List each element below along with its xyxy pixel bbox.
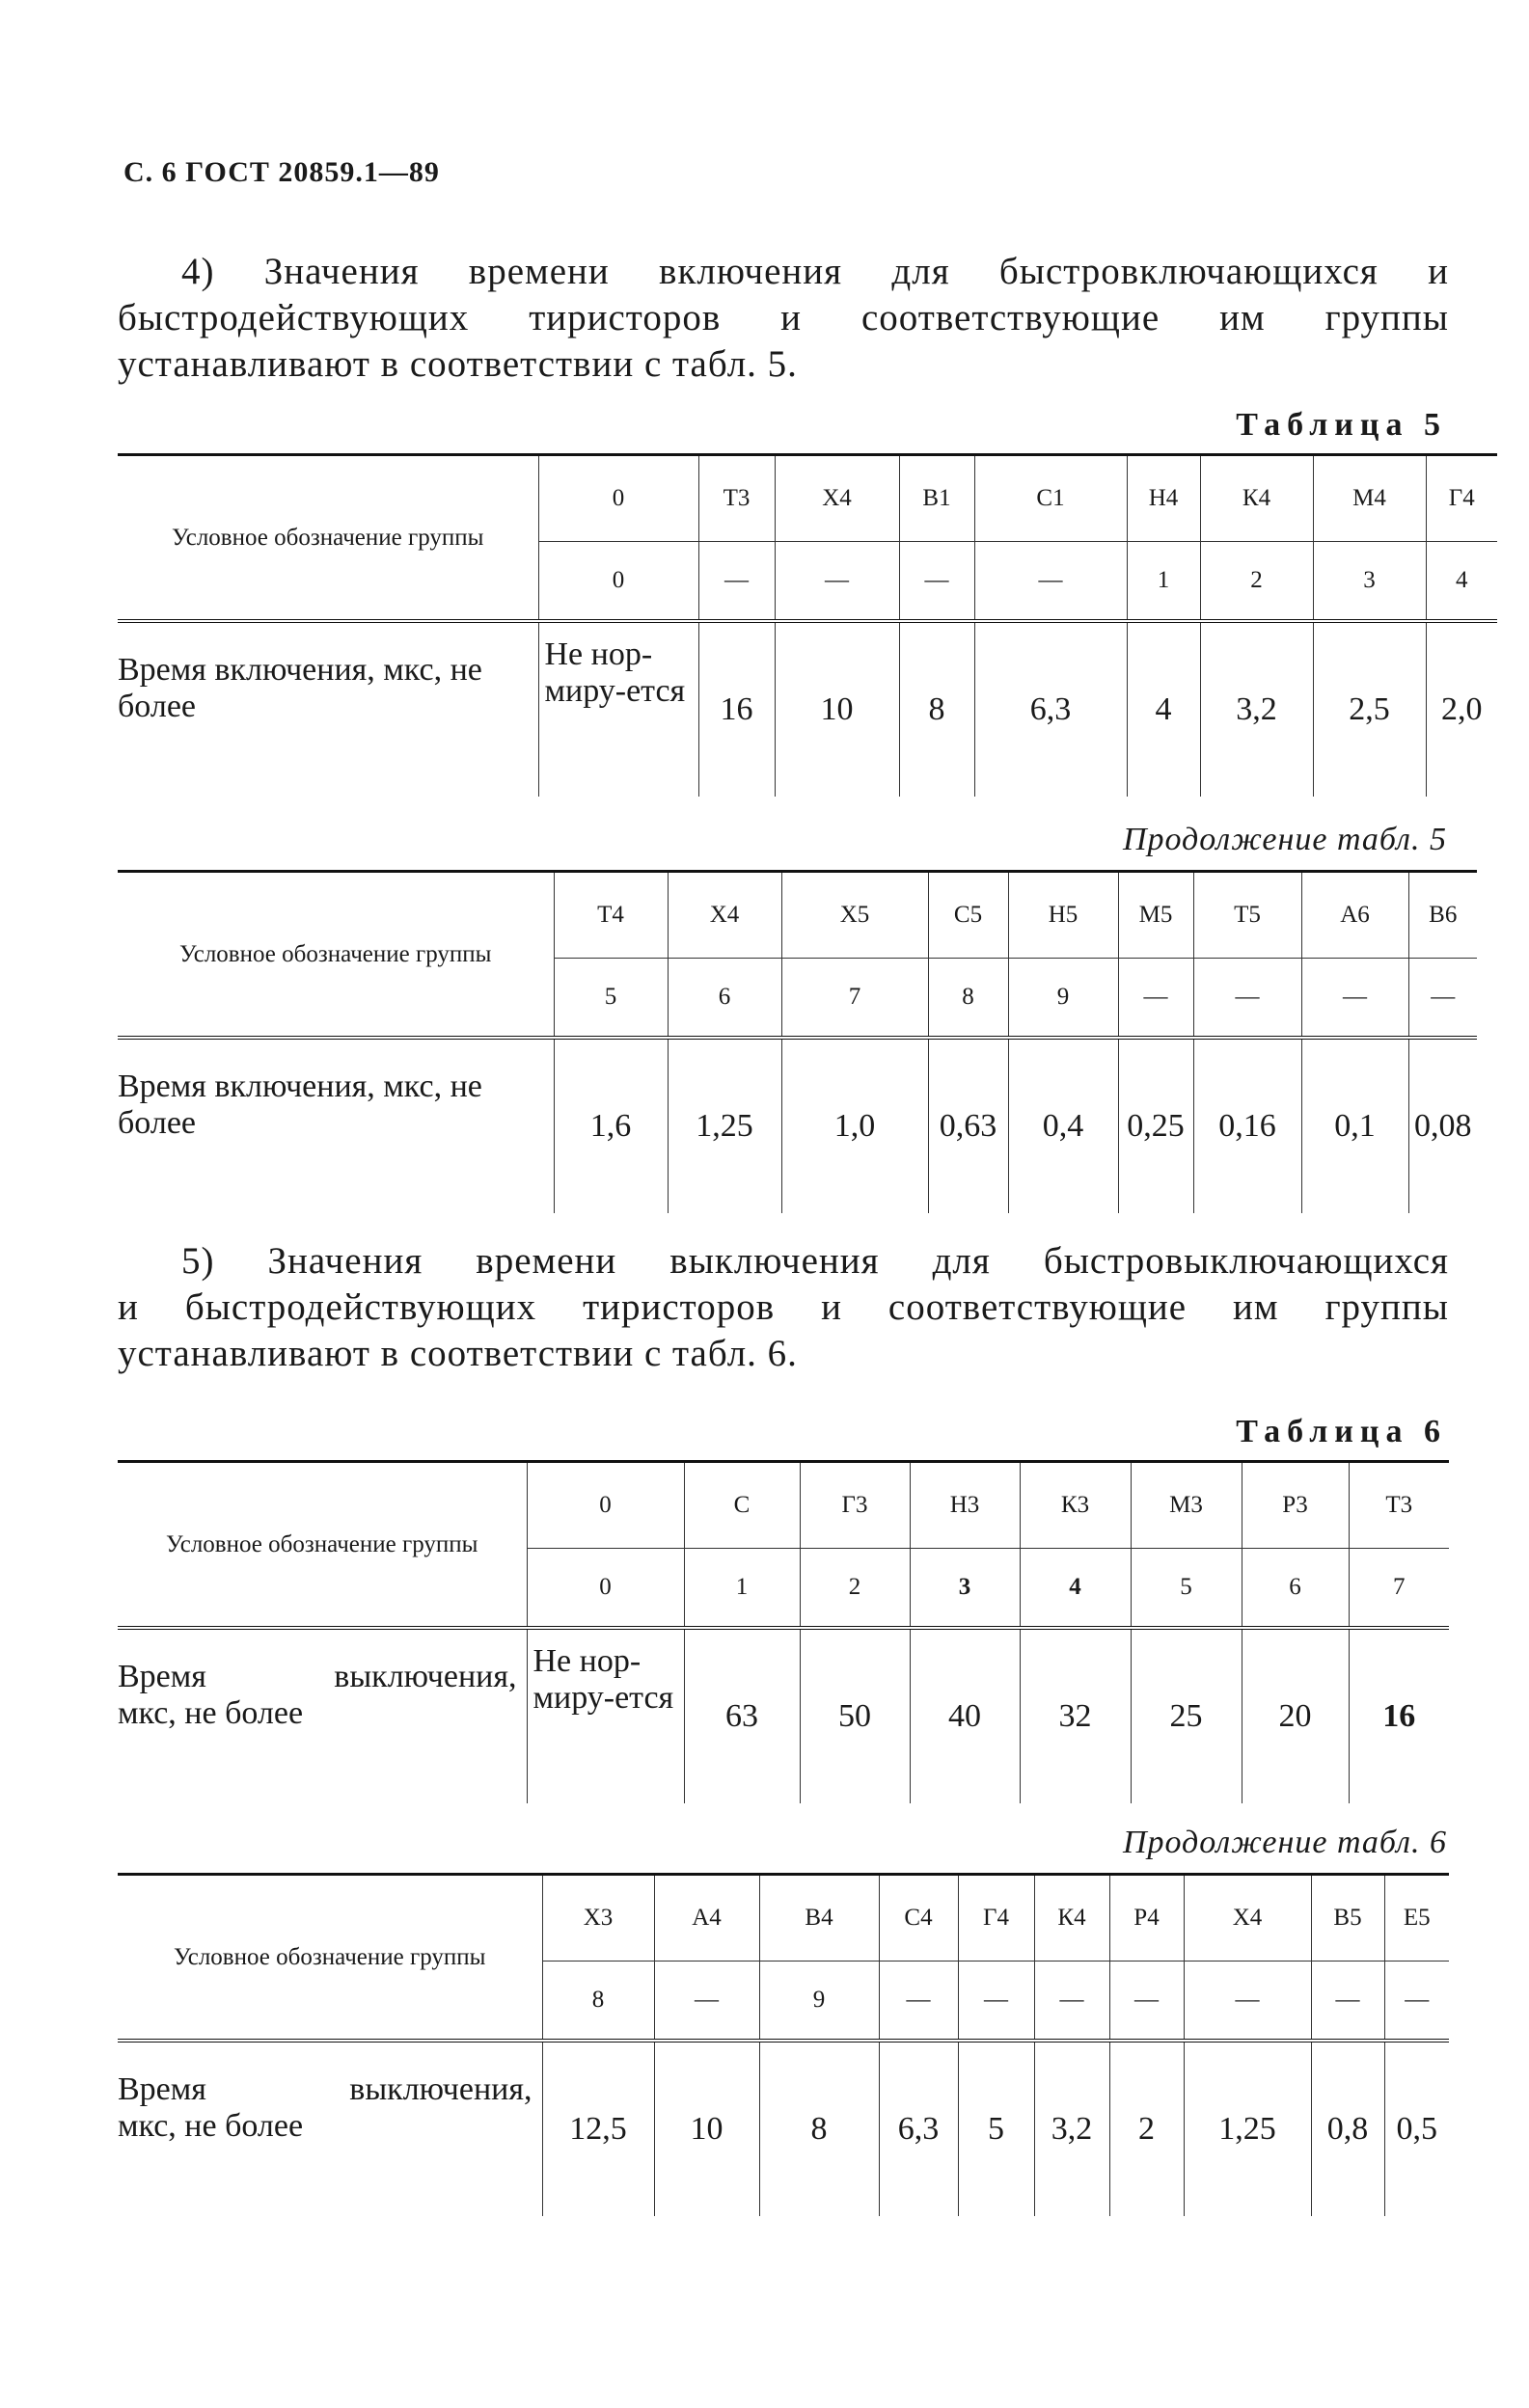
group-code: К4 bbox=[1200, 455, 1313, 542]
table-6 bbox=[118, 1460, 1449, 1803]
group-number: 5 bbox=[1131, 1549, 1242, 1629]
value-cell: 0,4 bbox=[1008, 1038, 1118, 1213]
group-number: 9 bbox=[759, 1962, 879, 2042]
group-code: Е5 bbox=[1384, 1875, 1449, 1962]
group-code: Г4 bbox=[958, 1875, 1034, 1962]
group-code: Н5 bbox=[1008, 872, 1118, 959]
group-code: М5 bbox=[1118, 872, 1193, 959]
group-code: К3 bbox=[1020, 1462, 1131, 1549]
group-code: Х3 bbox=[542, 1875, 654, 1962]
group-code: Т5 bbox=[1193, 872, 1301, 959]
group-designation-header: Условное обозначение группы bbox=[118, 872, 554, 1039]
paragraph-4 bbox=[118, 249, 1449, 388]
group-code: Т4 bbox=[554, 872, 668, 959]
group-code: В4 bbox=[759, 1875, 879, 1962]
group-code: А4 bbox=[654, 1875, 759, 1962]
group-code: Х4 bbox=[775, 455, 899, 542]
value-cell: 1,0 bbox=[781, 1038, 928, 1213]
group-code: В5 bbox=[1311, 1875, 1384, 1962]
group-number: 3 bbox=[910, 1549, 1020, 1629]
group-number: 7 bbox=[1349, 1549, 1449, 1629]
group-code: Х4 bbox=[668, 872, 781, 959]
group-number: — bbox=[899, 542, 974, 622]
page-header: С. 6 ГОСТ 20859.1—89 bbox=[123, 156, 440, 188]
value-cell: 32 bbox=[1020, 1628, 1131, 1803]
value-cell: 0,16 bbox=[1193, 1038, 1301, 1213]
not-normed-cell: Не нор-миру-ется bbox=[527, 1628, 684, 1803]
paragraph-line: устанавливают в соответствии с табл. 6. bbox=[118, 1333, 798, 1374]
value-cell: 6,3 bbox=[879, 2041, 958, 2216]
group-code: Г3 bbox=[800, 1462, 910, 1549]
value-cell: 8 bbox=[899, 621, 974, 797]
group-number: — bbox=[1109, 1962, 1184, 2042]
group-code: А6 bbox=[1301, 872, 1408, 959]
value-cell: 2,0 bbox=[1426, 621, 1497, 797]
group-number: — bbox=[1384, 1962, 1449, 2042]
group-number: 6 bbox=[1242, 1549, 1349, 1629]
group-code: 0 bbox=[538, 455, 698, 542]
value-cell: 40 bbox=[910, 1628, 1020, 1803]
value-cell: 0,1 bbox=[1301, 1038, 1408, 1213]
group-code: М4 bbox=[1313, 455, 1426, 542]
group-number: — bbox=[775, 542, 899, 622]
table-5-continuation bbox=[118, 870, 1477, 1213]
row-label bbox=[118, 2041, 542, 2216]
value-cell: 4 bbox=[1127, 621, 1200, 797]
group-number: 0 bbox=[527, 1549, 684, 1629]
group-number: 1 bbox=[1127, 542, 1200, 622]
value-cell: 0,08 bbox=[1408, 1038, 1477, 1213]
value-cell: 8 bbox=[759, 2041, 879, 2216]
group-number: 6 bbox=[668, 959, 781, 1039]
row-label bbox=[118, 1628, 527, 1803]
not-normed-cell: Не нор-миру-ется bbox=[538, 621, 698, 797]
group-code: Т3 bbox=[698, 455, 775, 542]
value-cell: 1,6 bbox=[554, 1038, 668, 1213]
value-cell: 0,8 bbox=[1311, 2041, 1384, 2216]
group-number: 8 bbox=[542, 1962, 654, 2042]
group-number: — bbox=[974, 542, 1127, 622]
group-code: С4 bbox=[879, 1875, 958, 1962]
group-number: 8 bbox=[928, 959, 1008, 1039]
value-cell: 2,5 bbox=[1313, 621, 1426, 797]
table-5-continuation-caption: Продолжение табл. 5 bbox=[1122, 822, 1447, 857]
group-code: С5 bbox=[928, 872, 1008, 959]
group-number: 7 bbox=[781, 959, 928, 1039]
group-number: 0 bbox=[538, 542, 698, 622]
group-number: — bbox=[1184, 1962, 1311, 2042]
value-cell: 3,2 bbox=[1200, 621, 1313, 797]
value-cell: 10 bbox=[654, 2041, 759, 2216]
value-cell: 63 bbox=[684, 1628, 800, 1803]
group-designation-header: Условное обозначение группы bbox=[118, 455, 538, 622]
group-code: С1 bbox=[974, 455, 1127, 542]
row-label-line: мкс, не более bbox=[118, 2108, 304, 2144]
row-label-line: Время выключения, bbox=[118, 1659, 517, 1694]
group-code: В6 bbox=[1408, 872, 1477, 959]
paragraph-line: быстродействующих тиристоров и соответствующие им группы bbox=[118, 297, 1449, 338]
group-number: — bbox=[879, 1962, 958, 2042]
group-number: — bbox=[1301, 959, 1408, 1039]
group-designation-header: Условное обозначение группы bbox=[118, 1875, 542, 2042]
table-6-caption: Таблица 6 bbox=[1236, 1414, 1447, 1449]
group-designation-header: Условное обозначение группы bbox=[118, 1462, 527, 1629]
group-code: Х5 bbox=[781, 872, 928, 959]
value-cell: 2 bbox=[1109, 2041, 1184, 2216]
table-6-continuation bbox=[118, 1873, 1449, 2216]
group-number: 1 bbox=[684, 1549, 800, 1629]
group-code: Г4 bbox=[1426, 455, 1497, 542]
value-cell: 3,2 bbox=[1034, 2041, 1109, 2216]
value-cell: 50 bbox=[800, 1628, 910, 1803]
paragraph-line: устанавливают в соответствии с табл. 5. bbox=[118, 343, 798, 385]
group-code: Р4 bbox=[1109, 1875, 1184, 1962]
group-number: — bbox=[698, 542, 775, 622]
group-code: Н4 bbox=[1127, 455, 1200, 542]
paragraph-line: 5) Значения времени выключения для быстровыключающихся bbox=[181, 1240, 1449, 1282]
group-code: В1 bbox=[899, 455, 974, 542]
value-cell: 1,25 bbox=[1184, 2041, 1311, 2216]
value-cell: 0,63 bbox=[928, 1038, 1008, 1213]
table-5-caption: Таблица 5 bbox=[1236, 407, 1447, 443]
group-number: — bbox=[1193, 959, 1301, 1039]
group-code: М3 bbox=[1131, 1462, 1242, 1549]
value-cell: 20 bbox=[1242, 1628, 1349, 1803]
value-cell: 12,5 bbox=[542, 2041, 654, 2216]
paragraph-line: 4) Значения времени включения для быстровключающихся и bbox=[181, 251, 1449, 292]
group-code: 0 bbox=[527, 1462, 684, 1549]
value-cell: 25 bbox=[1131, 1628, 1242, 1803]
group-number: — bbox=[1408, 959, 1477, 1039]
group-number: — bbox=[1118, 959, 1193, 1039]
value-cell: 6,3 bbox=[974, 621, 1127, 797]
group-number: 2 bbox=[800, 1549, 910, 1629]
table-5 bbox=[118, 453, 1497, 797]
group-number: — bbox=[654, 1962, 759, 2042]
value-cell: 1,25 bbox=[668, 1038, 781, 1213]
table-6-continuation-caption: Продолжение табл. 6 bbox=[1122, 1825, 1447, 1860]
group-code: С bbox=[684, 1462, 800, 1549]
group-number: — bbox=[1034, 1962, 1109, 2042]
value-cell: 10 bbox=[775, 621, 899, 797]
value-cell: 0,5 bbox=[1384, 2041, 1449, 2216]
value-cell: 16 bbox=[698, 621, 775, 797]
group-number: — bbox=[958, 1962, 1034, 2042]
row-label: Время включения, мкс, не более bbox=[118, 652, 482, 724]
group-code: Н3 bbox=[910, 1462, 1020, 1549]
group-number: 4 bbox=[1426, 542, 1497, 622]
group-code: К4 bbox=[1034, 1875, 1109, 1962]
row-label-line: Время выключения, bbox=[118, 2071, 532, 2107]
group-number: 5 bbox=[554, 959, 668, 1039]
value-cell: 5 bbox=[958, 2041, 1034, 2216]
group-number: 3 bbox=[1313, 542, 1426, 622]
group-code: Р3 bbox=[1242, 1462, 1349, 1549]
row-label-line: мкс, не более bbox=[118, 1695, 304, 1731]
value-cell: 0,25 bbox=[1118, 1038, 1193, 1213]
row-label: Время включения, мкс, не более bbox=[118, 1069, 482, 1141]
group-number: 4 bbox=[1020, 1549, 1131, 1629]
group-code: Х4 bbox=[1184, 1875, 1311, 1962]
paragraph-line: и быстродействующих тиристоров и соответствующие им группы bbox=[118, 1286, 1449, 1328]
group-number: 9 bbox=[1008, 959, 1118, 1039]
paragraph-5 bbox=[118, 1238, 1449, 1377]
group-code: Т3 bbox=[1349, 1462, 1449, 1549]
value-cell: 16 bbox=[1349, 1628, 1449, 1803]
group-number: — bbox=[1311, 1962, 1384, 2042]
group-number: 2 bbox=[1200, 542, 1313, 622]
